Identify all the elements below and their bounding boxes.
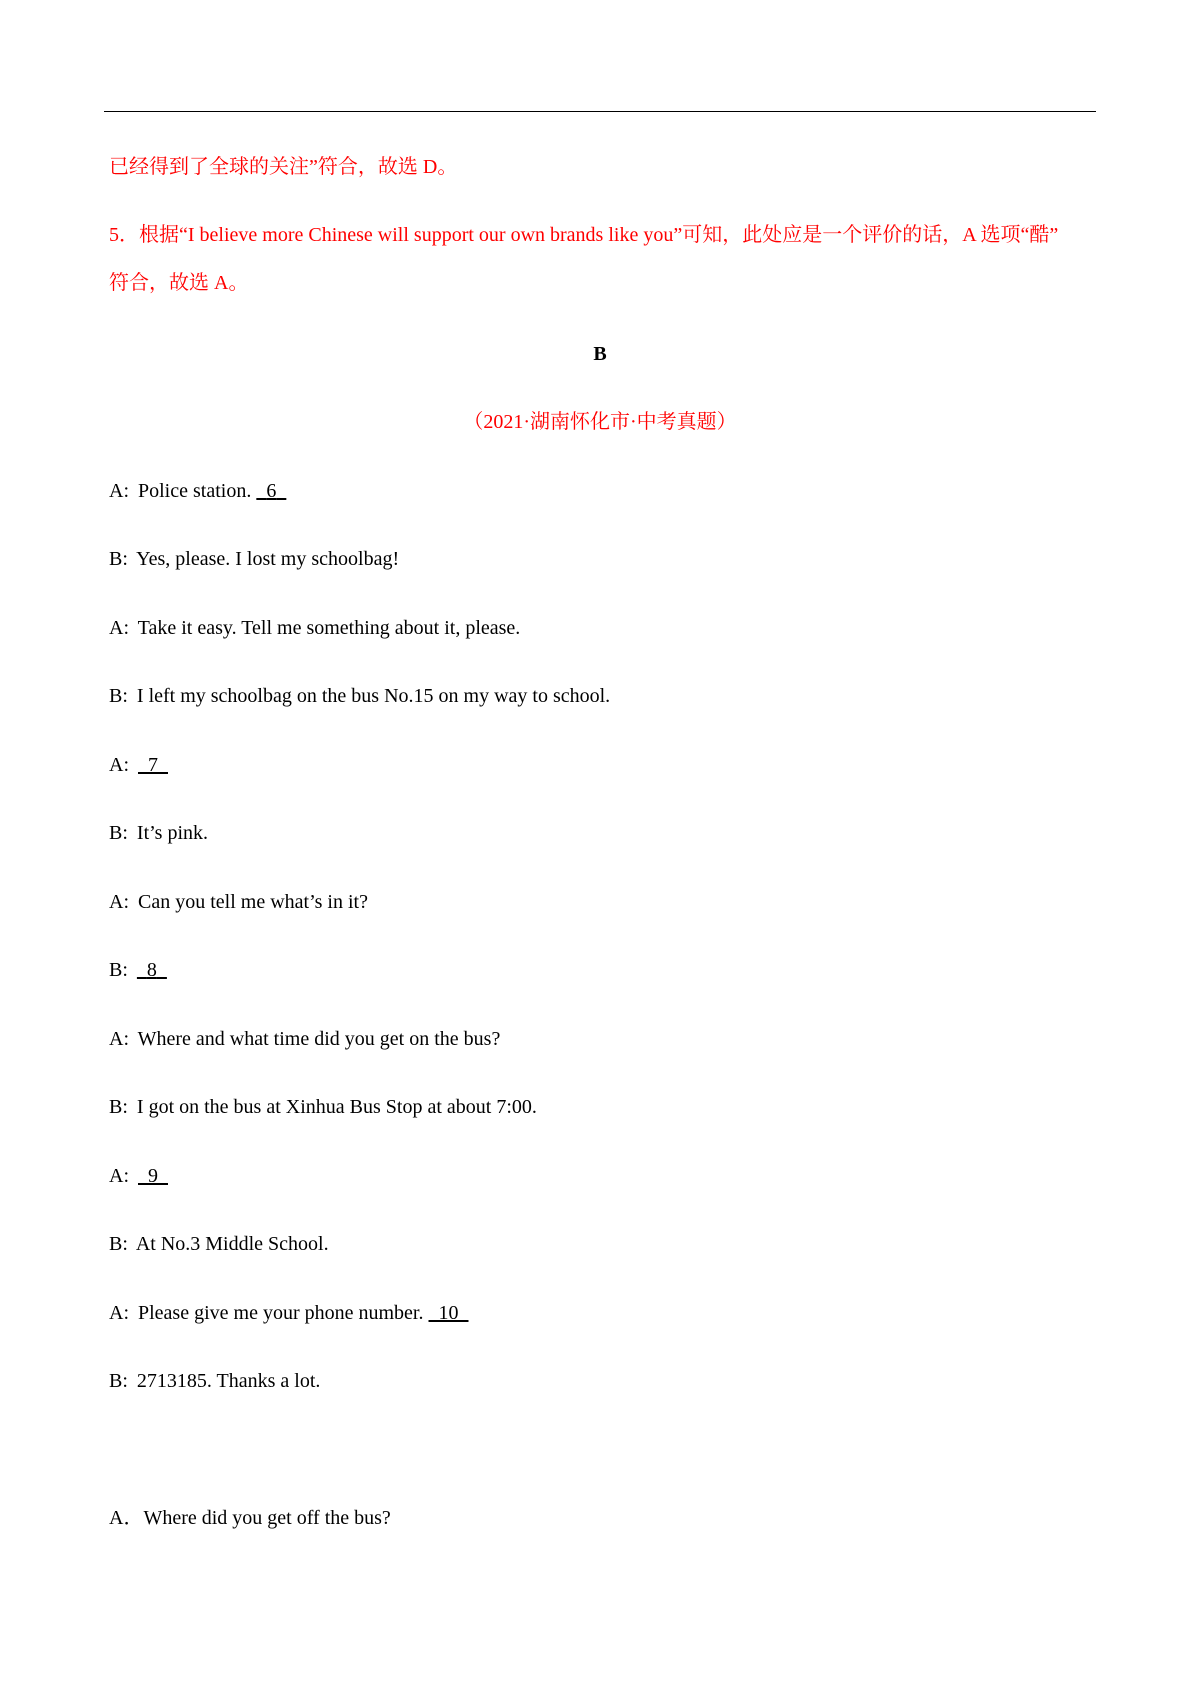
- speaker-label: B:: [109, 1096, 128, 1118]
- dialogue-text: 2713185. Thanks a lot.: [136, 1370, 321, 1392]
- speaker-label: A:: [109, 1165, 129, 1187]
- dialogue-text: Where and what time did you get on the bus?: [137, 1028, 501, 1050]
- speaker-label: A:: [109, 891, 129, 913]
- dialogue-line-8: [109, 956, 167, 984]
- speaker-label: A:: [109, 1028, 129, 1050]
- source-citation: （2021·湖南怀化市·中考真题）: [463, 411, 737, 433]
- option-text: Where did you get off the bus?: [143, 1507, 391, 1529]
- dialogue-line-5: [109, 751, 168, 779]
- dialogue-line-3: [109, 614, 520, 642]
- speaker-label: B:: [109, 959, 128, 981]
- dialogue-text: I left my schoolbag on the bus No.15 on my way to school.: [136, 685, 611, 707]
- dialogue-line-13: [109, 1299, 469, 1327]
- speaker-label: B:: [109, 1233, 128, 1255]
- dialogue-text: Take it easy. Tell me something about it, please.: [137, 617, 521, 639]
- speaker-label: B:: [109, 822, 128, 844]
- dialogue-text: Can you tell me what’s in it?: [138, 891, 368, 913]
- dialogue-text: It’s pink.: [136, 822, 209, 844]
- header-rule: [104, 111, 1096, 112]
- speaker-label: A:: [109, 1302, 129, 1324]
- dialogue-line-2: [109, 545, 399, 573]
- blank-10[interactable]: 10: [438, 1302, 459, 1324]
- dialogue-line-12: [109, 1230, 329, 1258]
- speaker-label: A:: [109, 617, 129, 639]
- dialogue-text: I got on the bus at Xinhua Bus Stop at about 7:00.: [136, 1096, 537, 1118]
- dialogue-line-6: [109, 819, 208, 847]
- option-letter: A．: [109, 1507, 144, 1529]
- blank-6[interactable]: 6: [266, 480, 277, 502]
- dialogue-text: Yes, please. I lost my schoolbag!: [136, 548, 400, 570]
- dialogue-line-11: [109, 1162, 168, 1190]
- speaker-label: A:: [109, 754, 129, 776]
- dialogue-text: At No.3 Middle School.: [135, 1233, 329, 1255]
- dialogue-line-7: [109, 888, 368, 916]
- dialogue-text: Police station.: [138, 480, 252, 502]
- dialogue-text: Please give me your phone number.: [138, 1302, 424, 1324]
- blank-9[interactable]: 9: [148, 1165, 158, 1187]
- speaker-label: A:: [109, 480, 129, 502]
- section-label: B: [593, 343, 607, 365]
- speaker-label: B:: [109, 1370, 128, 1392]
- dialogue-line-1: [109, 477, 286, 505]
- option-a: [109, 1504, 391, 1532]
- blank-7[interactable]: 7: [148, 754, 158, 776]
- speaker-label: B:: [109, 548, 128, 570]
- dialogue-line-4: [109, 682, 610, 710]
- analysis-item-5-line2: 符合，故选 A。: [109, 272, 249, 294]
- blank-8[interactable]: 8: [146, 959, 157, 981]
- analysis-line: 已经得到了全球的关注”符合，故选 D。: [109, 156, 458, 178]
- analysis-item-5-line1: 5．根据“I believe more Chinese will support our own brands like you”可知，此处应是一个评价的话，A 选项“酷”: [109, 224, 1059, 246]
- dialogue-line-14: [109, 1367, 320, 1395]
- dialogue-line-9: [109, 1025, 500, 1053]
- speaker-label: B:: [109, 685, 128, 707]
- dialogue-line-10: [109, 1093, 537, 1121]
